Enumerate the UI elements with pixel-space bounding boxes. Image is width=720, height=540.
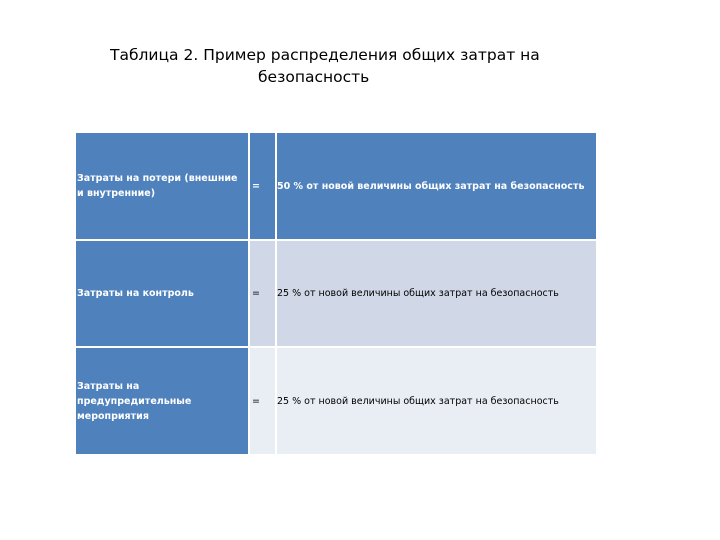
row-label: Затраты на потери (внешние и внутренние) — [76, 133, 249, 240]
row-value: 50 % от новой величины общих затрат на безопасность — [276, 133, 596, 240]
title-line-2: безопасность — [258, 68, 370, 86]
table-row-prevention — [76, 347, 596, 454]
cost-distribution-table — [76, 133, 596, 454]
equals-sign: = — [249, 133, 276, 240]
row-label: Затраты на контроль — [76, 240, 249, 347]
equals-sign: = — [249, 240, 276, 347]
table-row-control — [76, 240, 596, 347]
table-row-losses — [76, 133, 596, 240]
equals-sign: = — [249, 347, 276, 454]
row-label: Затраты на предупредительные мероприятия — [76, 347, 249, 454]
title-line-1: Таблица 2. Пример распределения общих затрат на — [110, 46, 540, 64]
row-value: 25 % от новой величины общих затрат на безопасность — [276, 347, 596, 454]
row-value: 25 % от новой величины общих затрат на безопасность — [276, 240, 596, 347]
page-title — [110, 44, 540, 88]
